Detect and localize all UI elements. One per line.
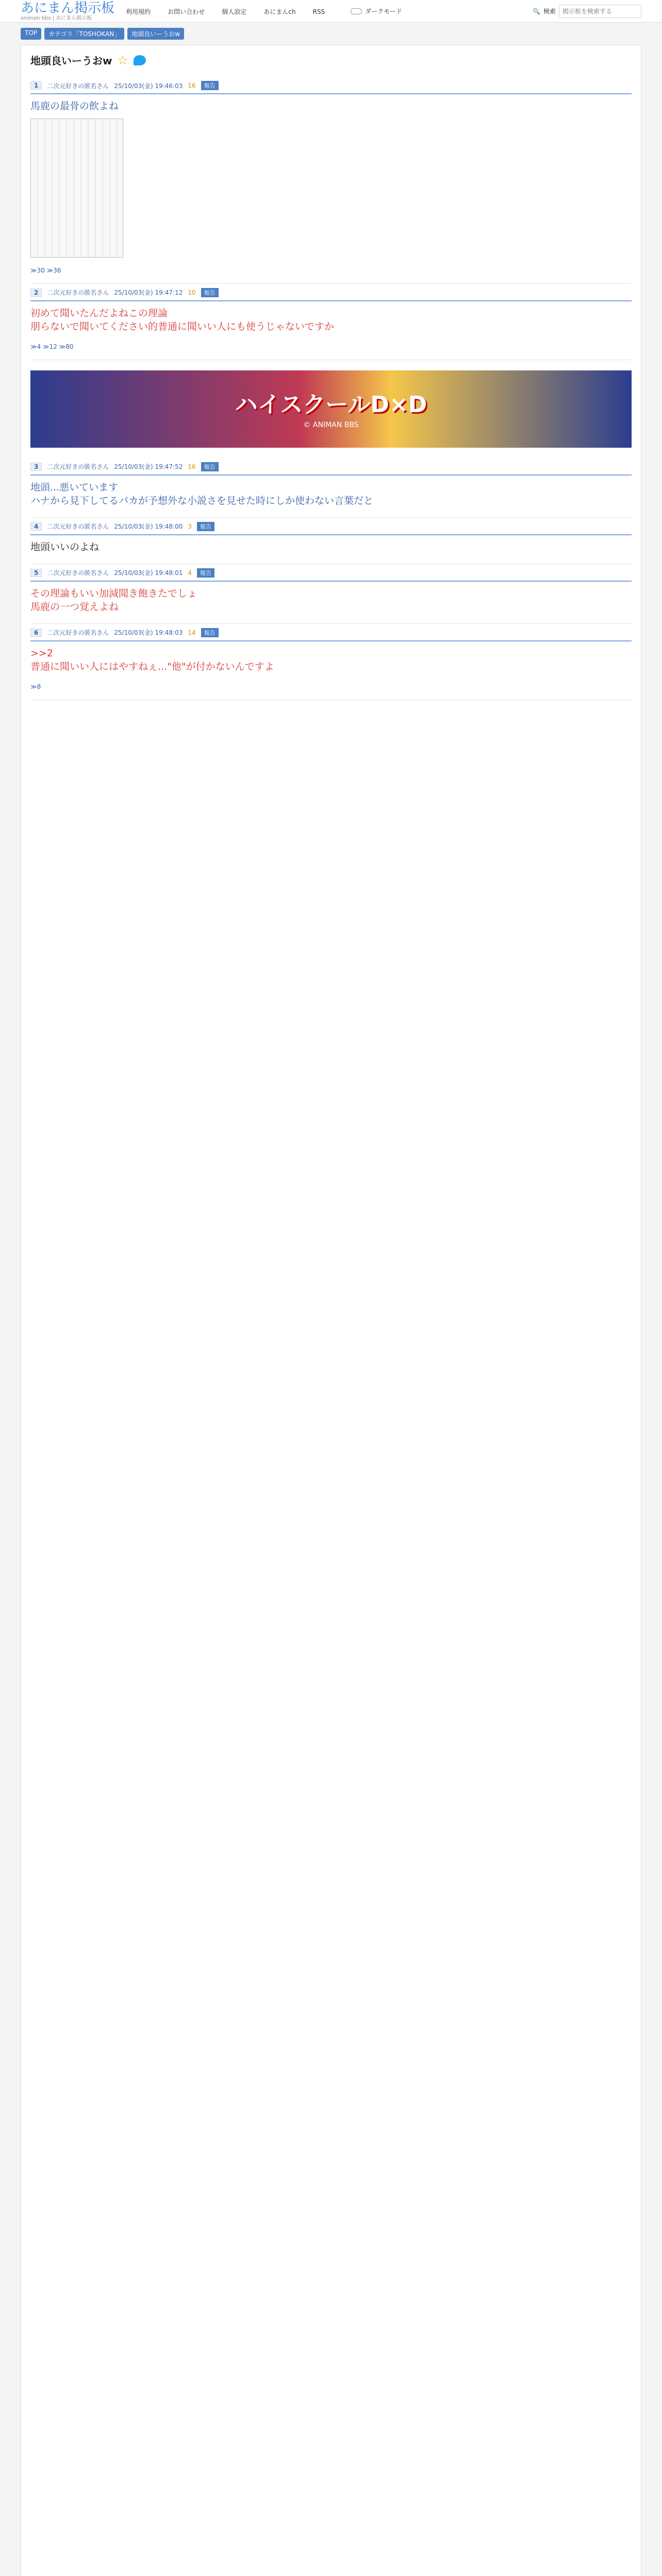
- post: [30, 284, 632, 360]
- site-logo[interactable]: [21, 2, 114, 21]
- like-count[interactable]: 4: [188, 569, 192, 577]
- post-body: 初めて聞いたんだよねこの理論 朋らないで聞いてください的普通に聞いい人にも使うじゃないですか: [30, 307, 335, 333]
- report-button[interactable]: 報告: [201, 288, 219, 297]
- nav-links: [126, 6, 339, 16]
- thread-header: [30, 53, 632, 67]
- search-label: 検索: [543, 8, 556, 15]
- post-meta: [30, 81, 632, 90]
- like-count[interactable]: 10: [188, 289, 196, 296]
- nav-animanch[interactable]: あにまんch: [263, 8, 296, 15]
- nav-settings[interactable]: 個人設定: [222, 8, 247, 15]
- report-button[interactable]: 報告: [201, 462, 219, 471]
- post-meta: [30, 628, 632, 637]
- post-number[interactable]: 3: [30, 463, 42, 471]
- divider: [30, 474, 632, 476]
- toggle-switch[interactable]: [351, 8, 362, 14]
- post-replies[interactable]: ≫4 ≫12 ≫80: [30, 343, 74, 350]
- post-date: 25/10/03(金) 19:48:01: [114, 569, 183, 577]
- post-replies[interactable]: ≫8: [30, 683, 41, 690]
- breadcrumb-thread[interactable]: 地頭良いーうおw: [127, 28, 184, 40]
- post-date: 25/10/03(金) 19:46:03: [114, 82, 183, 90]
- post: [30, 518, 632, 564]
- top-bar: [0, 0, 662, 23]
- divider: [30, 534, 632, 535]
- banner-sub: © ANIMAN BBS: [303, 420, 359, 429]
- post-body: 馬鹿の最骨の飲よね: [30, 100, 119, 112]
- breadcrumb: [0, 23, 662, 45]
- like-count[interactable]: 14: [188, 629, 196, 636]
- post-replies[interactable]: ≫30 ≫36: [30, 266, 61, 274]
- like-count[interactable]: 3: [188, 522, 192, 530]
- post-meta: [30, 522, 632, 531]
- breadcrumb-top[interactable]: TOP: [21, 28, 41, 40]
- post-number[interactable]: 5: [30, 569, 42, 577]
- post-date: 25/10/03(金) 19:47:12: [114, 289, 183, 297]
- post: [30, 77, 632, 284]
- banner-title: ハイスクールD×D: [235, 391, 427, 418]
- twitter-icon[interactable]: [134, 55, 146, 65]
- post-author: 二次元好きの匿名さん: [47, 569, 109, 577]
- ad-banner[interactable]: [30, 370, 632, 448]
- post: [30, 564, 632, 624]
- post-number[interactable]: 1: [30, 81, 42, 90]
- divider: [30, 640, 632, 641]
- post-body: その理論もいい加減聞き飽きたでしょ 馬鹿の一つ覚えよね: [30, 587, 197, 613]
- divider: [30, 93, 632, 94]
- post-date: 25/10/03(金) 19:47:52: [114, 463, 183, 471]
- post-author: 二次元好きの匿名さん: [47, 463, 109, 471]
- post-body: 地頭いいのよね: [30, 541, 100, 553]
- nav-contact[interactable]: お問い合わせ: [168, 8, 205, 15]
- post-body: >>2 普通に聞いい人にはやすねぇ..."他"が付かないんですよ: [30, 647, 274, 673]
- divider: [30, 581, 632, 582]
- post-number[interactable]: 4: [30, 522, 42, 531]
- post-author: 二次元好きの匿名さん: [47, 523, 109, 531]
- post: [30, 624, 632, 700]
- report-button[interactable]: 報告: [201, 81, 219, 90]
- thread-title: 地頭良いーうおw: [30, 55, 112, 67]
- darkmode-label: ダークモード: [365, 8, 402, 15]
- search-box: [533, 5, 641, 18]
- post-date: 25/10/03(金) 19:48:00: [114, 523, 183, 531]
- report-button[interactable]: 報告: [201, 628, 219, 637]
- post-date: 25/10/03(金) 19:48:03: [114, 629, 183, 637]
- post-number[interactable]: 6: [30, 629, 42, 637]
- nav-terms[interactable]: 利用規約: [126, 8, 151, 15]
- post-body: 地頭...悪いています ハナから見下してるバカが予想外な小説さを見せた時にしか使わない言葉だと: [30, 481, 374, 507]
- site-logo-text[interactable]: あにまん掲示板: [21, 0, 115, 16]
- post-image[interactable]: [30, 118, 123, 258]
- report-button[interactable]: 報告: [197, 568, 214, 578]
- post-author: 二次元好きの匿名さん: [47, 289, 109, 297]
- search-icon: 🔍: [533, 7, 540, 15]
- post-meta: [30, 568, 632, 578]
- post-meta: [30, 462, 632, 471]
- post: [30, 458, 632, 518]
- breadcrumb-category[interactable]: カテゴリ「TOSHOKAN」: [44, 28, 124, 40]
- like-count[interactable]: 16: [188, 463, 196, 470]
- nav-rss[interactable]: RSS: [312, 8, 325, 15]
- report-button[interactable]: 報告: [197, 522, 214, 531]
- darkmode-toggle[interactable]: [351, 7, 402, 15]
- post-author: 二次元好きの匿名さん: [47, 82, 109, 90]
- like-count[interactable]: 16: [188, 82, 196, 89]
- thread-page: [21, 45, 641, 2576]
- star-icon[interactable]: ☆: [117, 53, 128, 67]
- post-number[interactable]: 2: [30, 289, 42, 297]
- post-meta: [30, 288, 632, 297]
- post-author: 二次元好きの匿名さん: [47, 629, 109, 637]
- divider: [30, 300, 632, 301]
- site-logo-sub: animan bbs | あにまん掲示板: [21, 15, 92, 21]
- search-input[interactable]: [559, 5, 641, 18]
